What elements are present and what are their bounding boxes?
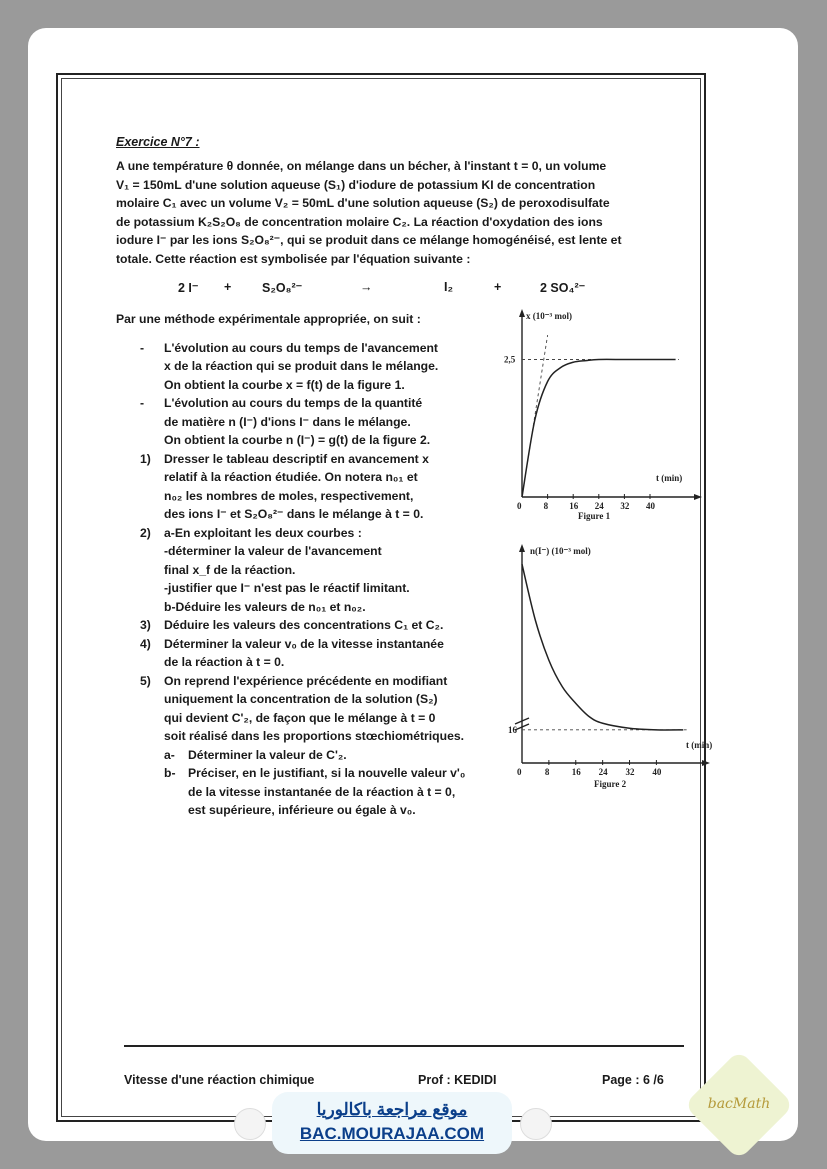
item-line: de matière n (I⁻) d'ions I⁻ dans le mélange. [164,414,411,429]
item-line: b-Déduire les valeurs de n₀₁ et n₀₂. [164,599,366,614]
item-marker: 3) [140,618,151,632]
intro-line: iodure I⁻ par les ions S₂O₈²⁻, qui se produit dans ce mélange homogénéisé, est lente et [116,233,622,247]
intro-line: totale. Cette réaction est symbolisée par l'équation suivante : [116,251,471,266]
site-url[interactable]: BAC.MOURAJAA.COM [299,1124,485,1143]
item-line: - L'évolution au cours du temps de l'avancement [116,339,516,358]
item-marker: 4) [140,636,151,651]
item-line: de la vitesse instantanée de la réaction à t = 0, [188,784,456,799]
y-axis-label: n(I⁻) (10⁻³ mol) [530,546,591,556]
footer-title: Vitesse d'une réaction chimique [124,1073,315,1087]
item-line: final x_f de la réaction. [164,562,296,577]
site-name-arabic[interactable]: موقع مراجعة باكالوريا [316,1100,468,1119]
item-line: relatif à la réaction étudiée. On notera n₀₁ et [164,470,418,484]
site-banner[interactable] [272,1092,512,1154]
item-line: qui devient C'₂, de façon que le mélange à t = 0 [164,710,436,725]
method-intro: Par une méthode expérimentale appropriée, on suit : [116,312,421,326]
footer-page: Page : 6 /6 [602,1073,664,1087]
figure-2-chart [490,540,720,795]
exercise-title: Exercice N°7 : [116,135,200,149]
item-line: x de la réaction qui se produit dans le mélange. [164,359,439,373]
eq-plus: + [494,280,502,294]
item-marker: 1) [140,451,151,466]
questions-column [116,310,516,820]
x-tick-label: 24 [598,767,608,777]
x-tick-label: 0 [517,501,522,511]
item-line: a- Déterminer la valeur de C'₂. [116,746,516,765]
item-line: n₀₂ les nombres de moles, respectivement, [164,488,414,503]
item-line: - L'évolution au cours du temps de la quantité [116,394,516,413]
item-marker: 5) [140,673,151,688]
item-line: 3) Déduire les valeurs des concentrations C₁ et C₂. [116,616,516,635]
eq-plus: + [224,280,232,294]
eq-arrow: → [360,280,373,294]
intro-line: V₁ = 150mL d'une solution aqueuse (S₁) d'iodure de potassium KI de concentration [116,177,596,192]
y-mark-label: 16 [508,724,517,735]
x-axis-label: t (min) [686,740,713,750]
item-line: est supérieure, inférieure ou égale à v₀. [188,803,416,817]
x-tick-label: 32 [620,501,630,511]
footer-author: Prof : KEDIDI [418,1073,497,1087]
figure-caption: Figure 2 [594,779,627,789]
item-marker: b- [164,766,176,780]
item-line: -justifier que I⁻ n'est pas le réactif limitant. [164,581,410,595]
item-line: 2) a-En exploitant les deux courbes : [116,524,516,543]
item-line: On obtient la courbe x = f(t) de la figure 1. [164,377,405,392]
y-axis-label: x (10⁻³ mol) [526,311,572,321]
item-line: 5) On reprend l'expérience précédente en modifiant [116,672,516,691]
bacmath-logo-text: bacMath [707,1096,771,1112]
book-logo-icon [234,1108,266,1140]
y-axis-arrow [519,309,525,317]
book-logo-icon [520,1108,552,1140]
footer-rule [124,1045,684,1047]
eq-reactant-persulfate: S₂O₈²⁻ [262,281,303,295]
x-tick-label: 24 [594,501,604,511]
eq-product-iodine: I₂ [444,280,454,294]
item-line: 1) Dresser le tableau descriptif en avancement x [116,450,516,469]
item-line: soit réalisé dans les proportions stœchiométriques. [164,729,465,743]
y-mark-label: 2,5 [504,354,516,365]
item-line: 4) Déterminer la valeur v₀ de la vitesse instantanée [116,635,516,654]
figure-1-chart [490,305,710,530]
x-axis-arrow [694,494,702,500]
eq-product-sulfate: 2 SO₄²⁻ [540,281,586,295]
item-line: On obtient la courbe n (I⁻) = g(t) de la figure 2. [164,433,431,447]
x-tick-label: 16 [569,501,579,511]
item-line: -déterminer la valeur de l'avancement [164,544,382,558]
item-line: uniquement la concentration de la solution (S₂) [164,692,438,706]
item-marker: - [140,340,145,355]
item-line: des ions I⁻ et S₂O₈²⁻ dans le mélange à t = 0. [164,507,424,521]
intro-paragraph [116,157,686,268]
x-tick-label: 40 [652,767,662,777]
x-tick-label: 0 [517,767,522,777]
item-marker: - [140,396,145,410]
data-curve [522,359,676,497]
data-curve [522,564,683,730]
intro-line: molaire C₁ avec un volume V₂ = 50mL d'une solution aqueuse (S₂) de peroxodisulfate [116,196,610,210]
item-line: de la réaction à t = 0. [164,655,285,669]
x-tick-label: 16 [571,767,581,777]
item-marker: a- [164,747,175,762]
intro-line: A une température θ donnée, on mélange dans un bécher, à l'instant t = 0, un volume [116,159,607,173]
x-tick-label: 8 [543,501,549,511]
x-axis-arrow [702,760,710,766]
x-tick-label: 8 [544,767,550,777]
y-axis-arrow [519,544,525,552]
x-tick-label: 32 [625,767,635,777]
item-line: b- Préciser, en le justifiant, si la nouvelle valeur v'₀ [116,764,516,783]
figure-caption: Figure 1 [578,511,611,521]
eq-reactant-iodide: 2 I⁻ [178,281,199,295]
item-marker: 2) [140,525,151,540]
x-axis-label: t (min) [656,473,683,483]
intro-line: de potassium K₂S₂O₈ de concentration molaire C₂. La réaction d'oxydation des ions [116,214,603,229]
x-tick-label: 40 [646,501,655,511]
